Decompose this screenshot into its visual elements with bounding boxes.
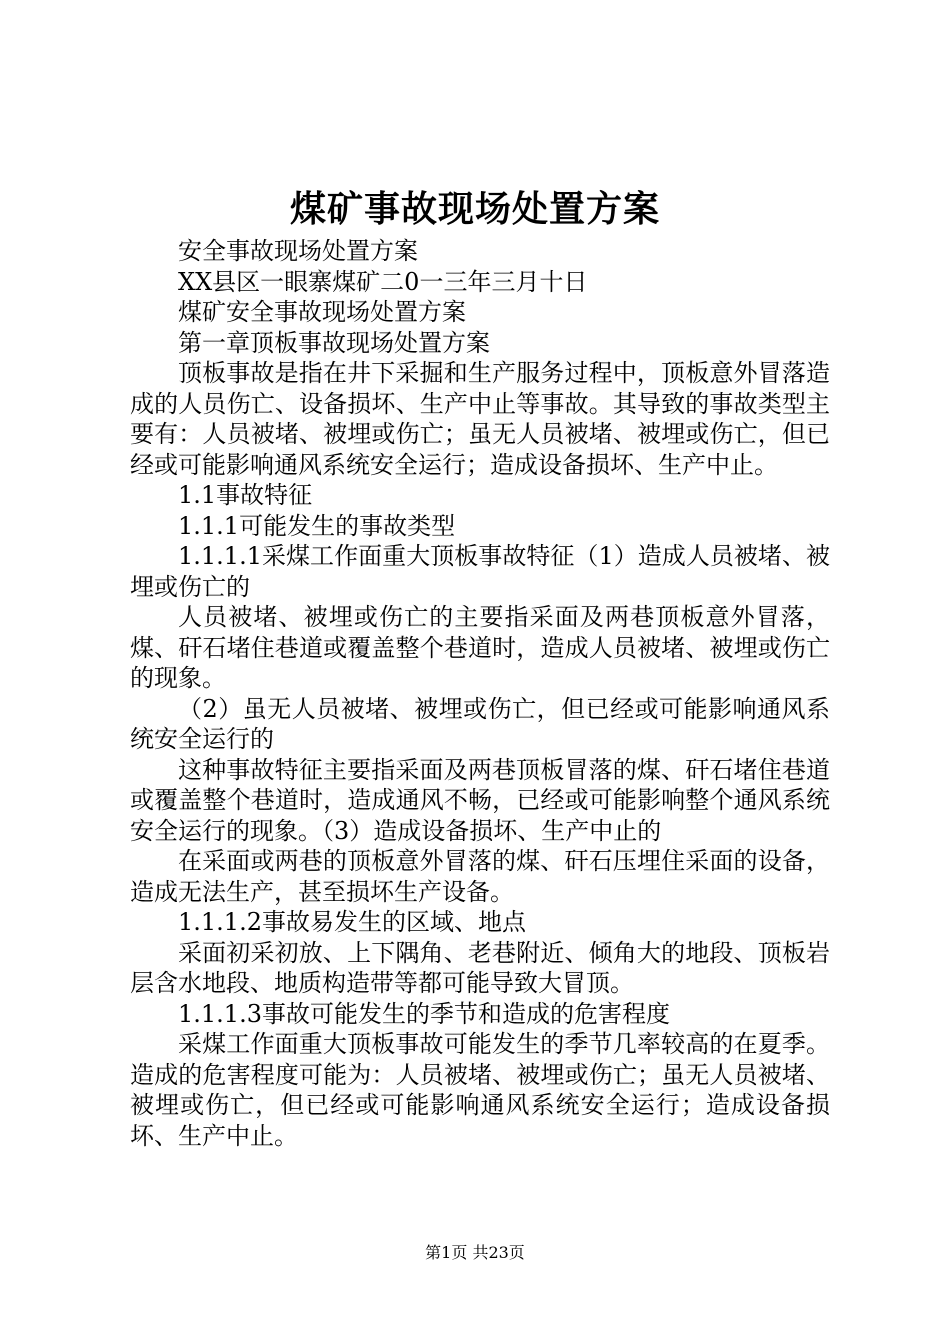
paragraph: 第一章顶板事故现场处置方案 <box>178 328 490 357</box>
paragraph: 采煤工作面重大顶板事故可能发生的季节几率较高的在夏季。造成的危害程度可能为：人员被堵、被埋或伤亡；虽无人员被堵、被埋或伤亡，但已经或可能影响通风系统安全运行；造成设备损坏、生产中止。 <box>130 1030 830 1150</box>
paragraph: 1.1.1.3事故可能发生的季节和造成的危害程度 <box>178 999 670 1028</box>
paragraph: 人员被堵、被埋或伤亡的主要指采面及两巷顶板意外冒落，煤、矸石堵住巷道或覆盖整个巷道时，造成人员被堵、被埋或伤亡的现象。 <box>130 603 830 692</box>
paragraph: XX县区一眼寨煤矿二0一三年三月十日 <box>178 267 588 296</box>
paragraph: 煤矿安全事故现场处置方案 <box>178 298 466 326</box>
page-indicator: 第1页 共23页 <box>425 1243 525 1262</box>
document-title: 煤矿事故现场处置方案 <box>289 188 660 230</box>
paragraph: 1.1.1可能发生的事故类型 <box>178 511 456 540</box>
paragraph: 采面初采初放、上下隅角、老巷附近、倾角大的地段、顶板岩层含水地段、地质构造带等都可能导致大冒顶。 <box>130 938 830 997</box>
page-footer <box>0 1242 950 1264</box>
paragraph: 1.1事故特征 <box>178 481 313 509</box>
document-body <box>130 236 830 1151</box>
paragraph: 顶板事故是指在井下采掘和生产服务过程中，顶板意外冒落造成的人员伤亡、设备损坏、生产中止等事故。其导致的事故类型主要有：人员被堵、被埋或伤亡；虽无人员被堵、被埋或伤亡，但已经或可能影响通风系统安全运行；造成设备损坏、生产中止。 <box>130 359 830 479</box>
paragraph: 这种事故特征主要指采面及两巷顶板冒落的煤、矸石堵住巷道或覆盖整个巷道时，造成通风不畅，已经或可能影响整个通风系统安全运行的现象。（3）造成设备损坏、生产中止的 <box>130 755 830 845</box>
paragraph: 在采面或两巷的顶板意外冒落的煤、矸石压埋住采面的设备，造成无法生产，甚至损坏生产设备。 <box>130 847 830 906</box>
paragraph: （2）虽无人员被堵、被埋或伤亡，但已经或可能影响通风系统安全运行的 <box>130 694 830 753</box>
paragraph: 1.1.1.1采煤工作面重大顶板事故特征（1）造成人员被堵、被埋或伤亡的 <box>130 542 830 601</box>
paragraph: 安全事故现场处置方案 <box>178 237 418 265</box>
paragraph: 1.1.1.2事故易发生的区域、地点 <box>178 908 526 936</box>
